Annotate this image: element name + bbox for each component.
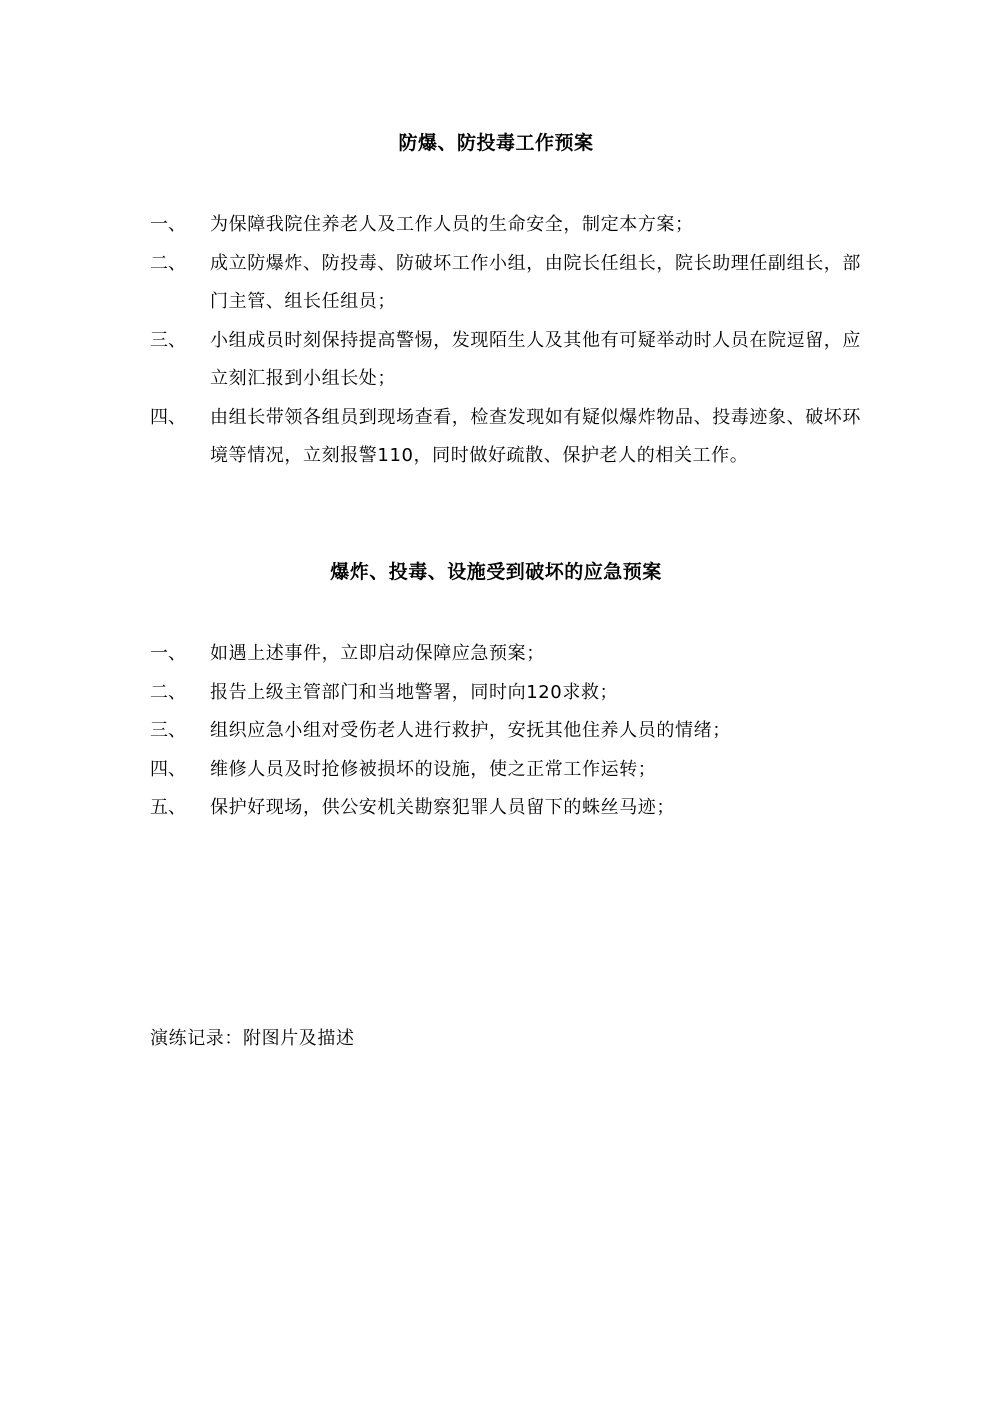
item-text: 成立防爆炸、防投毒、防破坏工作小组，由院长任组长，院长助理任副组长，部门主管、组长任组员； — [210, 252, 861, 312]
list-item — [150, 245, 870, 322]
list-item — [150, 789, 870, 828]
list-item — [150, 635, 870, 674]
section-2-list — [150, 635, 870, 828]
item-number: 一、 — [150, 214, 186, 235]
item-number: 二、 — [150, 252, 186, 274]
item-text: 报告上级主管部门和当地警署，同时向120求救； — [210, 681, 619, 703]
item-number: 三、 — [150, 329, 186, 351]
item-text: 由组长带领各组员到现场查看，检查发现如有疑似爆炸物品、投毒迹象、破坏环境等情况，立刻报警110，同时做好疏散、保护老人的相关工作。 — [210, 406, 861, 466]
item-text: 维修人员及时抢修被损坏的设施，使之正常工作运转； — [210, 758, 657, 780]
section-1-title: 防爆、防投毒工作预案 — [398, 132, 594, 154]
section-2-title: 爆炸、投毒、设施受到破坏的应急预案 — [330, 561, 662, 583]
item-number: 三、 — [150, 720, 186, 741]
list-item — [150, 322, 870, 399]
item-number: 四、 — [150, 406, 186, 428]
item-number: 四、 — [150, 758, 186, 780]
list-item — [150, 712, 870, 751]
item-number: 二、 — [150, 681, 186, 703]
item-text: 如遇上述事件，立即启动保障应急预案； — [210, 643, 545, 664]
list-item — [150, 751, 870, 790]
item-text: 为保障我院住养老人及工作人员的生命安全，制定本方案； — [210, 214, 694, 235]
item-text: 组织应急小组对受伤老人进行救护，安抚其他住养人员的情绪； — [210, 720, 731, 741]
list-item — [150, 674, 870, 713]
drill-record-label: 演练记录：附图片及描述 — [150, 1028, 355, 1049]
item-number: 一、 — [150, 643, 186, 664]
list-item — [150, 399, 870, 476]
list-item — [150, 206, 870, 245]
item-text: 保护好现场，供公安机关勘察犯罪人员留下的蛛丝马迹； — [210, 797, 675, 818]
section-1-list — [150, 206, 870, 476]
item-number: 五、 — [150, 797, 186, 818]
item-text: 小组成员时刻保持提高警惕，发现陌生人及其他有可疑举动时人员在院逗留，应立刻汇报到小组长处； — [210, 329, 861, 389]
